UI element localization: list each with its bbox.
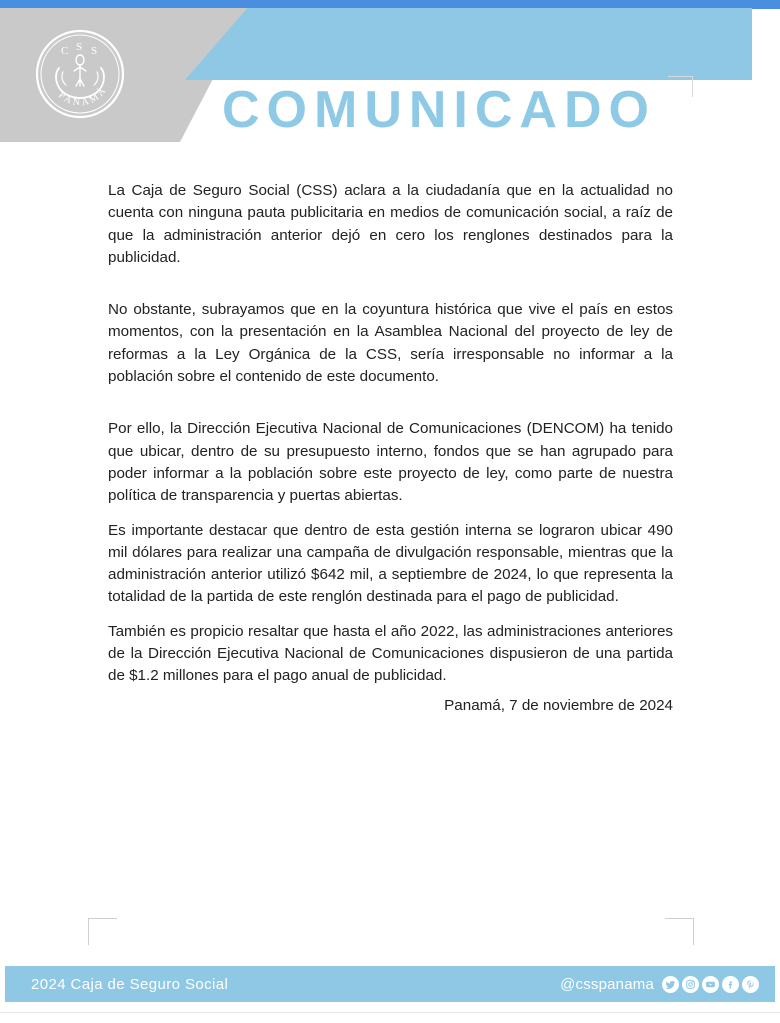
paragraph-spacer	[108, 508, 673, 520]
pinterest-icon[interactable]	[742, 976, 759, 993]
paragraph-1: La Caja de Seguro Social (CSS) aclara a la ciudadanía que en la actualidad no cuenta con ninguna pauta publicitaria en medios de comunicación social, a raíz de que la administración anterior dejó en cero los renglones destinados para la publicidad.	[108, 182, 673, 266]
twitter-icon[interactable]	[662, 976, 679, 993]
document-header	[0, 8, 780, 142]
facebook-icon[interactable]	[722, 976, 739, 993]
footer-handle: @csspanama	[560, 975, 654, 993]
document-footer	[5, 966, 775, 1002]
corner-mark-right	[665, 918, 694, 945]
svg-text:S: S	[76, 41, 83, 53]
date-line: Panamá, 7 de noviembre de 2024	[444, 697, 673, 714]
header-crop-mark	[668, 76, 693, 97]
paragraph-spacer	[108, 609, 673, 621]
social-icons-list	[662, 976, 759, 993]
instagram-icon[interactable]	[682, 976, 699, 993]
svg-text:PANAMÁ: PANAMÁ	[56, 84, 110, 109]
footer-copyright: 2024 Caja de Seguro Social	[31, 975, 229, 993]
svg-text:C: C	[61, 45, 69, 57]
page-title: COMUNICADO	[222, 81, 656, 139]
youtube-icon[interactable]	[702, 976, 719, 993]
page-bottom-edge	[0, 1012, 780, 1023]
paragraph-2: No obstante, subrayamos que en la coyuntura histórica que vive el país en estos momentos, con la presentación en la Asamblea Nacional del proyecto de ley de reformas a la Ley Orgánica de la CSS, sería irresponsable no informar a la población sobre el contenido de este documento.	[108, 301, 673, 386]
document-body	[108, 180, 673, 688]
paragraph-spacer	[108, 388, 673, 418]
paragraph-5: También es propicio resaltar que hasta el año 2022, las administraciones anteriores de la Dirección Ejecutiva Nacional de Comunicaciones dispusieron de una partida de $1.2 millones para el pago anual de publicidad.	[108, 622, 673, 685]
corner-mark-left	[88, 918, 117, 945]
header-blue-band	[185, 8, 752, 80]
css-panama-logo	[30, 24, 130, 124]
footer-social-group	[560, 976, 759, 993]
paragraph-3: Por ello, la Dirección Ejecutiva Nacional de Comunicaciones (DENCOM) ha tenido que ubicar, dentro de su presupuesto interno, fondos que se han agrupado para poder informar a la población sobre este proyecto de ley, como parte de nuestra política de transparencia y puertas abiertas.	[108, 420, 673, 505]
paragraph-4: Es importante destacar que dentro de esta gestión interna se lograron ubicar 490 mil dólares para realizar una campaña de divulgación responsable, mientras que la administración anterior utilizó $642 mil, a septiembre de 2024, lo que representa la totalidad de la partida de este renglón destinada para el pago de publicidad.	[108, 521, 673, 606]
paragraph-spacer	[108, 269, 673, 299]
svg-text:S: S	[91, 45, 98, 57]
